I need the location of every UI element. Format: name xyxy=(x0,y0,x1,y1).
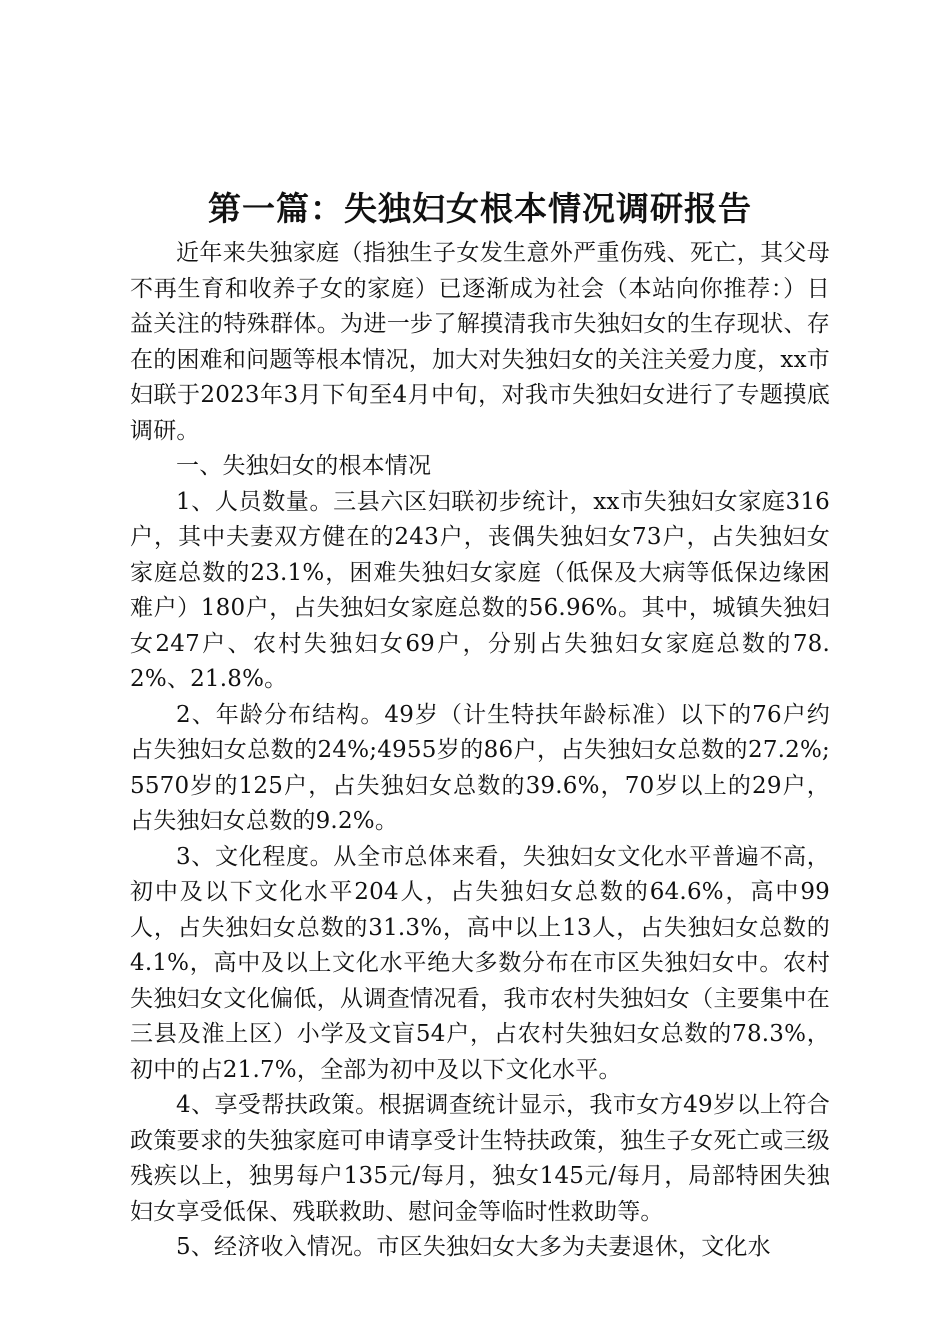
paragraph-income: 5、经济收入情况。市区失独妇女大多为夫妻退休，文化水 xyxy=(176,1234,771,1260)
document-title: 第一篇：失独妇女根本情况调研报告 xyxy=(208,189,752,228)
intro-paragraph: 近年来失独家庭（指独生子女发生意外严重伤残、死亡，其父母不再生育和收养子女的家庭）已逐渐成为社会（本站向你推荐：）日益关注的特殊群体。为进一步了解摸清我市失独妇女的生存现状、存在的困难和问题等根本情况，加大对失独妇女的关注关爱力度，xx市妇联于2023年3月下旬至4月中旬，对我市失独妇女进行了专题摸底调研。 xyxy=(130,240,830,444)
paragraph-education: 3、文化程度。从全市总体来看，失独妇女文化水平普遍不高，初中及以下文化水平204人，占失独妇女总数的64.6%，高中99人，占失独妇女总数的31.3%，高中以上13人，占失独妇女总数的4.1%，高中及以上文化水平绝大多数分布在市区失独妇女中。农村失独妇女文化偏低，从调查情况看，我市农村失独妇女（主要集中在三县及淮上区）小学及文盲54户，占农村失独妇女总数的78.3%，初中的占21.7%，全部为初中及以下文化水平。 xyxy=(130,843,830,1083)
paragraph-assistance-policy: 4、享受帮扶政策。根据调查统计显示，我市女方49岁以上符合政策要求的失独家庭可申请享受计生特扶政策，独生子女死亡或三级残疾以上，独男每户135元/每月，独女145元/每月，局部特困失独妇女享受低保、残联救助、慰问金等临时性救助等。 xyxy=(130,1092,830,1225)
section-heading: 一、失独妇女的根本情况 xyxy=(176,453,432,479)
document-page xyxy=(130,186,830,1266)
paragraph-population: 1、人员数量。三县六区妇联初步统计，xx市失独妇女家庭316户，其中夫妻双方健在的243户，丧偶失独妇女73户，占失独妇女家庭总数的23.1%，困难失独妇女家庭（低保及大病等低保边缘困难户）180户，占失独妇女家庭总数的56.96%。其中，城镇失独妇女247户、农村失独妇女69户，分别占失独妇女家庭总数的78.2%、21.8%。 xyxy=(130,488,830,692)
paragraph-age-distribution: 2、年龄分布结构。49岁（计生特扶年龄标准）以下的76户约占失独妇女总数的24%;4955岁的86户，占失独妇女总数的27.2%;5570岁的125户，占失独妇女总数的39.6%，70岁以上的29户，占失独妇女总数的9.2%。 xyxy=(130,701,830,834)
